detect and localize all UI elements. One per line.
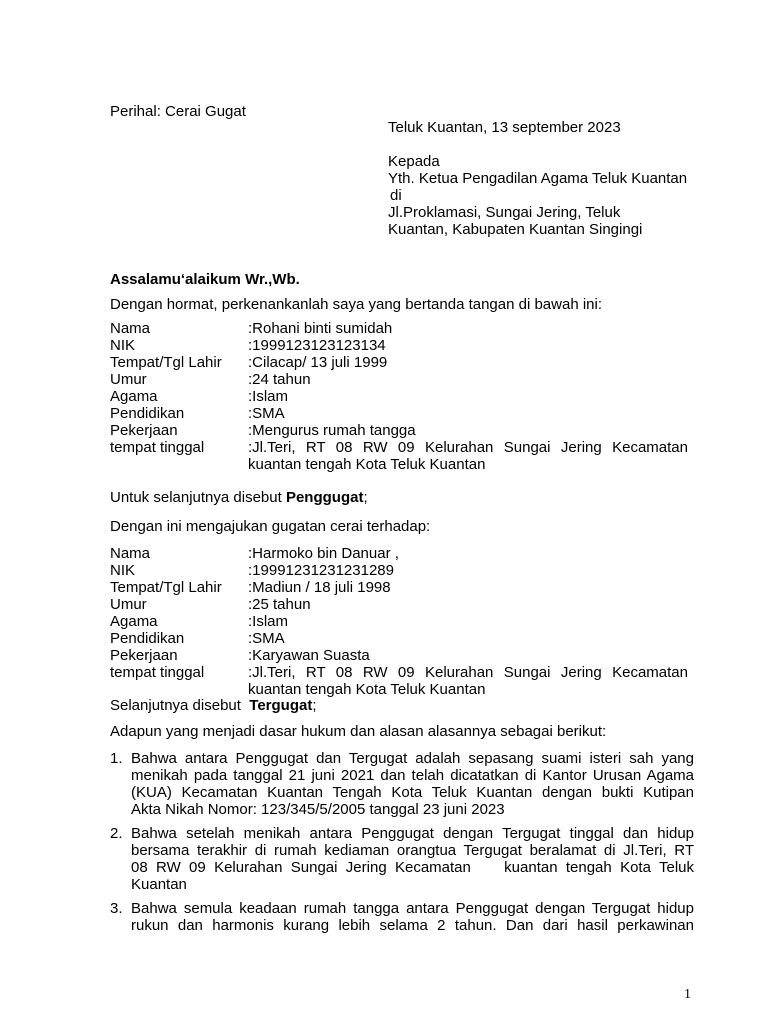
field-label: Pendidikan — [110, 405, 185, 422]
intro-paragraph: Dengan hormat, perkenankanlah saya yang bertanda tangan di bawah ini: — [110, 296, 603, 313]
list-line: 08 RW 09 Kelurahan Sungai Jering Kecamatan kuantan tengah Kota Teluk — [131, 859, 694, 876]
plaintiff-row — [110, 371, 688, 388]
defendant-row — [110, 647, 688, 664]
plaintiff-row — [110, 354, 688, 371]
field-label: tempat tinggal — [110, 664, 205, 681]
address-line-2: kuantan tengah Kota Teluk Kuantan — [248, 681, 486, 698]
place-date: Teluk Kuantan, 13 september 2023 — [388, 119, 621, 136]
list-number: 1. — [110, 750, 123, 767]
field-label: NIK — [110, 337, 136, 354]
address-line-2: kuantan tengah Kota Teluk Kuantan — [248, 456, 486, 473]
field-label: Pekerjaan — [110, 422, 178, 439]
field-label: NIK — [110, 562, 136, 579]
list-line: Kuantan — [131, 876, 187, 893]
plaintiff-term: Penggugat — [285, 489, 364, 506]
defendant-row — [110, 579, 688, 596]
address-line-1: :Jl.Teri, RT 08 RW 09 Kelurahan Sungai Jering Kecamatan — [248, 664, 688, 681]
field-value: :Islam — [248, 388, 289, 405]
field-label: Nama — [110, 545, 151, 562]
plaintiff-row — [110, 337, 688, 354]
field-value: :Cilacap/ 13 juli 1999 — [248, 354, 388, 371]
defendant-term: Tergugat — [249, 697, 313, 714]
plaintiff-designation: Untuk selanjutnya disebut Penggugat; — [110, 489, 368, 506]
list-item — [110, 825, 694, 893]
defendant-row — [110, 613, 688, 630]
field-value: :Mengurus rumah tangga — [248, 422, 416, 439]
defendant-row — [110, 545, 688, 562]
list-number: 3. — [110, 900, 123, 917]
list-line: Bahwa antara Penggugat dan Tergugat adalah sepasang suami isteri sah yang — [131, 750, 694, 767]
plaintiff-identity — [110, 320, 688, 473]
list-line: (KUA) Kecamatan Kuantan Tengah Kota Teluk Kuantan dengan bukti Kutipan — [131, 784, 694, 801]
letter-header-block — [388, 119, 748, 238]
defendant-row — [110, 630, 688, 647]
plaintiff-row — [110, 320, 688, 337]
field-label: Agama — [110, 388, 158, 405]
field-label: Tempat/Tgl Lahir — [110, 354, 222, 371]
list-item — [110, 750, 694, 818]
against-paragraph: Dengan ini mengajukan gugatan cerai terhadap: — [110, 518, 431, 535]
list-line: Bahwa setelah menikah antara Penggugat dengan Tergugat tinggal dan hidup — [131, 825, 694, 842]
field-value: :Karyawan Suasta — [248, 647, 370, 664]
defendant-row — [110, 562, 688, 579]
list-line: rukun dan harmonis kurang lebih selama 2 tahun. Dan dari hasil perkawinan — [131, 917, 694, 934]
field-value: :25 tahun — [248, 596, 311, 613]
address-line-1: :Jl.Teri, RT 08 RW 09 Kelurahan Sungai Jering Kecamatan — [248, 439, 688, 456]
list-line: menikah pada tanggal 21 juni 2021 dan telah dicatatkan di Kantor Urusan Agama — [131, 767, 694, 784]
defendant-address-row — [110, 664, 688, 698]
defendant-identity — [110, 545, 688, 698]
field-label: Pekerjaan — [110, 647, 178, 664]
field-value: :Harmoko bin Danuar , — [248, 545, 399, 562]
field-label: Agama — [110, 613, 158, 630]
field-value: :19991231231231289 — [248, 562, 394, 579]
field-label: Tempat/Tgl Lahir — [110, 579, 222, 596]
greeting: Assalamu‘alaikum Wr.,Wb. — [110, 271, 300, 288]
list-item — [110, 900, 694, 934]
field-label: Nama — [110, 320, 151, 337]
field-value: :SMA — [248, 405, 285, 422]
grounds-intro: Adapun yang menjadi dasar hukum dan alasan alasannya sebagai berikut: — [110, 723, 607, 740]
grounds-list — [110, 750, 694, 941]
field-label: Umur — [110, 371, 147, 388]
list-line: Bahwa semula keadaan rumah tangga antara Penggugat dengan Tergugat hidup — [131, 900, 694, 917]
field-value: :24 tahun — [248, 371, 311, 388]
plaintiff-address-row — [110, 439, 688, 473]
recipient-address-line-1: Jl.Proklamasi, Sungai Jering, Teluk — [388, 204, 621, 221]
field-label: Pendidikan — [110, 630, 185, 647]
field-value: :SMA — [248, 630, 285, 647]
field-label: tempat tinggal — [110, 439, 205, 456]
plaintiff-row — [110, 422, 688, 439]
subject-line: Perihal: Cerai Gugat — [110, 103, 246, 120]
field-label: Umur — [110, 596, 147, 613]
recipient-address-line-2: Kuantan, Kabupaten Kuantan Singingi — [388, 221, 643, 238]
recipient-di: di — [390, 187, 402, 204]
list-line: bersama terakhir di rumah kediaman orangtua Tergugat beralamat di Jl.Teri, RT — [131, 842, 694, 859]
field-value: :Rohani binti sumidah — [248, 320, 393, 337]
recipient-to: Kepada — [388, 153, 440, 170]
plaintiff-row — [110, 405, 688, 422]
field-value: :Islam — [248, 613, 289, 630]
plaintiff-row — [110, 388, 688, 405]
page-number: 1 — [684, 987, 691, 1002]
defendant-designation: Selanjutnya disebut Tergugat; — [110, 697, 317, 714]
list-number: 2. — [110, 825, 123, 842]
field-value: :1999123123123134 — [248, 337, 386, 354]
defendant-row — [110, 596, 688, 613]
recipient-name: Yth. Ketua Pengadilan Agama Teluk Kuantan — [388, 170, 688, 187]
field-value: :Madiun / 18 juli 1998 — [248, 579, 391, 596]
list-line: Akta Nikah Nomor: 123/345/5/2005 tanggal 23 juni 2023 — [131, 801, 505, 818]
